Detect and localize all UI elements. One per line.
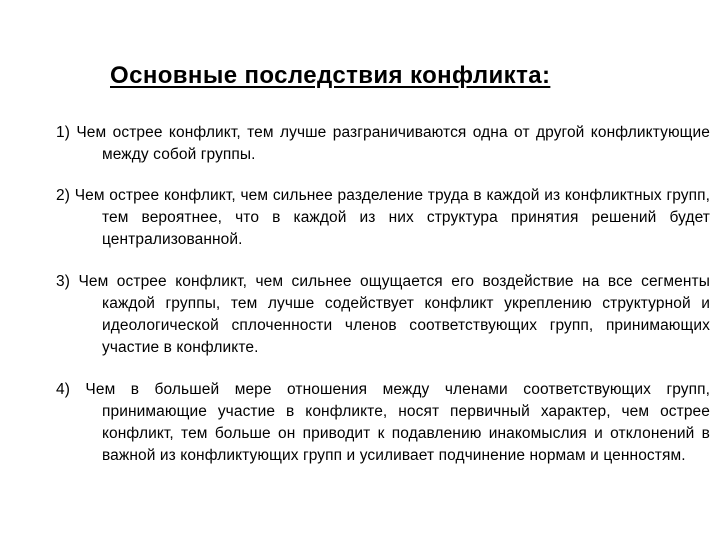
consequences-list — [56, 122, 710, 467]
list-item: 1) Чем острее конфликт, тем лучше разграничиваются одна от другой конфликтующие между собой группы. — [56, 124, 710, 163]
list-item: 3) Чем острее конфликт, чем сильнее ощущается его воздействие на все сегменты каждой группы, тем лучше содействует конфликт укреплению структурной и идеологической сплоченности членов соответствующих групп, принимающих участие в конфликте. — [56, 273, 710, 356]
list-item: 2) Чем острее конфликт, чем сильнее разделение труда в каждой из конфликтных групп, тем вероятнее, что в каждой из них структура принятия решений будет централизованной. — [56, 187, 710, 248]
list-item: 4) Чем в большей мере отношения между членами соответствующих групп, принимающие участие в конфликте, носят первичный характер, чем острее конфликт, тем больше он приводит к подавлению инакомыслия и отклонений в важной из конфликтующих групп и усиливает подчинение нормам и ценностям. — [56, 381, 710, 464]
slide-title: Основные последствия конфликта: — [110, 62, 551, 89]
